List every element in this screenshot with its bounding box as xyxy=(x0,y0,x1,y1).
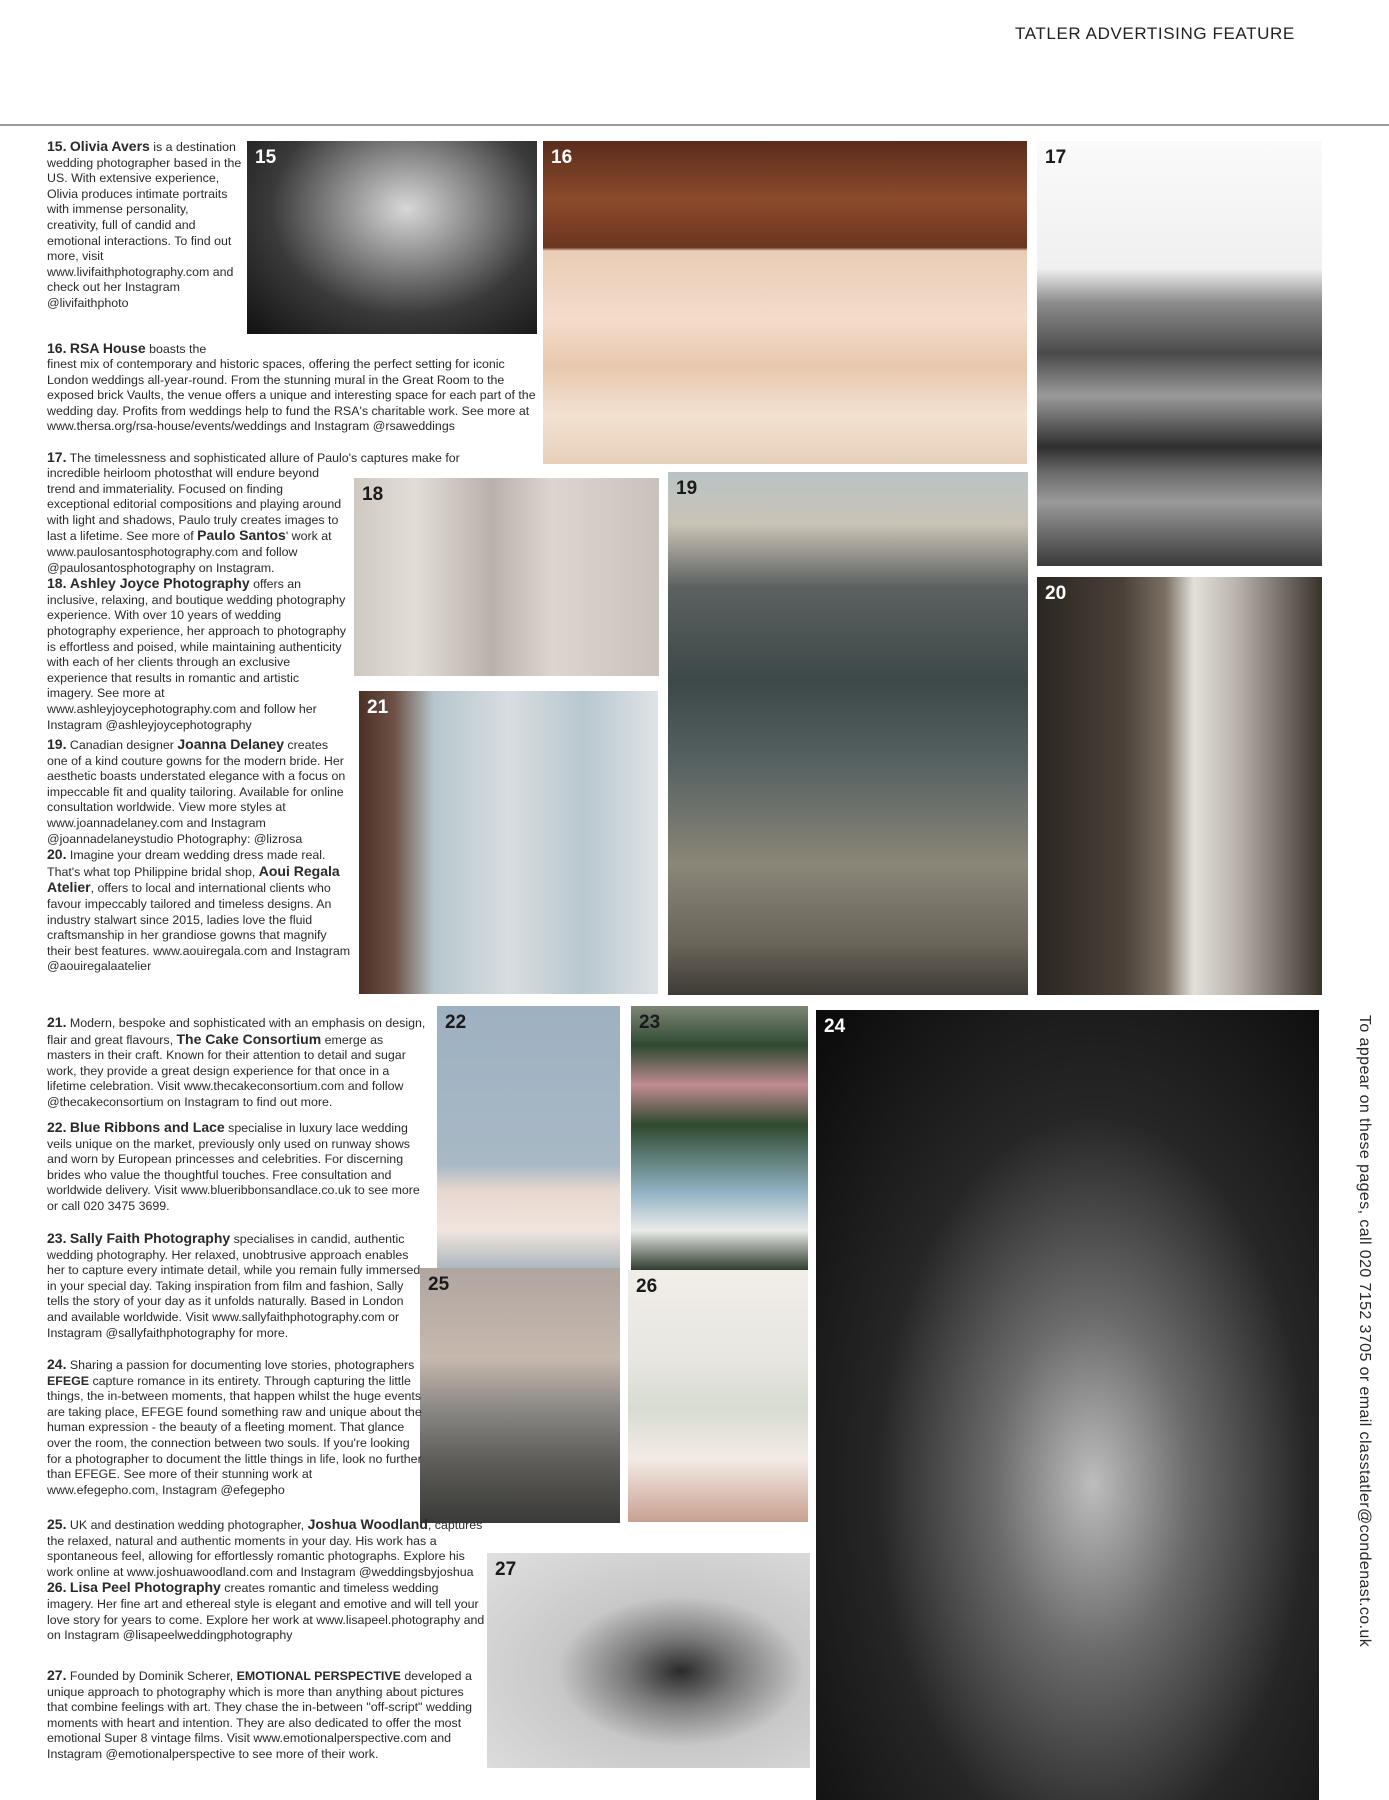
entry-number: 22. xyxy=(47,1119,67,1135)
entry-body: incredible heirloom photosthat will endure beyond trend and immateriality. Focused on finding exceptional editorial compositions and playing around with light and shadows, Paulo truly creates images to last a lifetime. See more of xyxy=(47,466,342,544)
entry-number: 19. xyxy=(47,736,67,752)
entry-body: is a destination wedding photographer based in the US. With extensive experience, Olivia produces intimate portraits with immense personality, creativity, full of candid and emotional interactions. To find out more, visit www.livifaithphotography.com and check out her Instagram @livifaithphoto xyxy=(47,140,242,310)
photo-number: 23 xyxy=(639,1012,661,1033)
entry-name: Paulo Santos xyxy=(197,527,286,544)
entry-22 xyxy=(47,1120,427,1215)
entry-number: 26. xyxy=(47,1579,67,1596)
entry-name: Lisa Peel Photography xyxy=(69,1579,221,1596)
photo-number: 15 xyxy=(255,147,277,168)
entry-25-26 xyxy=(47,1517,487,1644)
entry-number: 17. xyxy=(47,449,67,465)
entry-name: Olivia Avers xyxy=(69,138,150,154)
photo-25 xyxy=(420,1268,620,1523)
entry-name: EMOTIONAL PERSPECTIVE xyxy=(236,1669,401,1683)
entry-lead: Modern, bespoke and sophisticated with an emphasis on design, flair and great flavours, xyxy=(47,1016,426,1047)
entry-lead: Sharing a passion for documenting love stories, photographers xyxy=(66,1358,415,1372)
entry-number: 16. xyxy=(47,340,67,356)
entry-lead: Canadian designer xyxy=(66,738,178,752)
photo-21 xyxy=(359,691,658,994)
entry-name: Joanna Delaney xyxy=(177,736,284,752)
entry-name: Aoui Regala Atelier xyxy=(47,862,340,896)
entry-21 xyxy=(47,1015,427,1111)
photo-number: 21 xyxy=(367,697,389,718)
photo-24 xyxy=(816,1010,1319,1800)
photo-number: 19 xyxy=(676,478,698,499)
entry-19-20 xyxy=(47,737,352,975)
photo-number: 22 xyxy=(445,1012,467,1033)
header-divider xyxy=(0,124,1389,126)
entry-name: Joshua Woodland xyxy=(307,1516,428,1532)
photo-number: 20 xyxy=(1045,583,1067,604)
entry-body: finest mix of contemporary and historic spaces, offering the perfect setting for iconic London weddings all-year-round. From the stunning mural in the Great Room to the exposed brick Vaults, the venue offers a unique and interesting space for each part of the wedding day. Profits from weddings help to fund the RSA's charitable work. See more at www.thersa.org/rsa-house/events/weddings and Instagram @rsaweddings xyxy=(47,357,536,434)
entry-number: 27. xyxy=(47,1667,67,1683)
entry-number: 21. xyxy=(47,1014,67,1030)
entry-number: 18. xyxy=(47,575,67,592)
feature-header-title: TATLER ADVERTISING FEATURE xyxy=(1015,24,1295,43)
entry-lead: UK and destination wedding photographer, xyxy=(66,1518,308,1532)
advertising-contact-note: To appear on these pages, call 020 7152 3705 or email classtatler@condenast.co.uk xyxy=(1356,1015,1373,1648)
photo-number: 25 xyxy=(428,1274,450,1295)
entry-name: Sally Faith Photography xyxy=(69,1230,231,1246)
entry-number: 23. xyxy=(47,1230,67,1246)
photo-27 xyxy=(487,1553,810,1768)
entry-name: EFEGE xyxy=(47,1373,89,1388)
photo-16 xyxy=(543,141,1027,464)
photo-19 xyxy=(668,472,1028,995)
entry-16-body xyxy=(47,357,537,435)
entry-name: The Cake Consortium xyxy=(176,1030,322,1047)
photo-15 xyxy=(247,141,537,334)
entry-body: specialise in luxury lace wedding veils unique on the market, previously only used on runway shows and worn by European princesses and celebrities. For discerning brides who value the thoughtful touches. Free consultation and worldwide delivery. Visit www.blueribbonsandlace.co.uk to see more or call 020 3475 3699. xyxy=(47,1121,420,1213)
entry-body: specialises in candid, authentic wedding photography. Her relaxed, unobtrusive approach enables her to capture every intimate detail, while you remain fully immersed in your special day. Taking inspiration from film and fashion, Sally tells the story of your day as it unfolds naturally. Based in London and available worldwide. Visit www.sallyfaithphotography.com or Instagram @sallyfaithphotography for more. xyxy=(47,1232,421,1340)
entry-15 xyxy=(47,139,242,312)
entry-name: Ashley Joyce Photography xyxy=(69,575,250,592)
entry-number: 25. xyxy=(47,1516,67,1532)
entry-body: creates romantic and timeless wedding imagery. Her fine art and ethereal style is elegant and emotive and will tell your love story for years to come. Explore her work at www.lisapeel.photography and on Instagram @lisapeelweddingphotography xyxy=(47,1581,485,1643)
entry-27 xyxy=(47,1668,487,1763)
photo-26 xyxy=(628,1270,808,1522)
entry-body: , offers to local and international clients who favour impeccably tailored and timeless designs. An industry stalwart since 2015, ladies love the fluid craftsmanship in her grandiose gowns that magnify their best features. www.aouiregala.com and Instagram @aouiregalaatelier xyxy=(47,881,351,974)
photo-17 xyxy=(1037,141,1322,566)
entry-16-lead xyxy=(47,341,527,358)
photo-number: 24 xyxy=(824,1016,846,1037)
entry-24 xyxy=(47,1357,422,1498)
photo-23 xyxy=(631,1006,808,1270)
entry-body: capture romance in its entirety. Through capturing the little things, the in-between moments, that happen whilst the huge events are taking place, EFEGE found something raw and unique about the human expression - the beauty of a fleeting moment. That glance over the room, the connection between two souls. If you're looking for a photographer to document the little things in life, look no further than EFEGE. See more of their stunning work at www.efegepho.com, Instagram @efegepho xyxy=(47,1373,422,1497)
photo-20 xyxy=(1037,577,1322,995)
entry-17-lead xyxy=(47,450,537,467)
photo-number: 17 xyxy=(1045,147,1067,168)
entry-lead: The timelessness and sophisticated allure of Paulo's captures make for xyxy=(66,451,460,465)
entry-body: ' work at www.paulosantosphotography.com and follow @paulosantosphotography on Instagram. xyxy=(47,529,332,575)
entry-lead: Founded by Dominik Scherer, xyxy=(66,1669,237,1683)
entry-17-18-body xyxy=(47,466,347,733)
photo-number: 26 xyxy=(636,1276,658,1297)
entry-name: RSA House xyxy=(69,340,146,356)
photo-22 xyxy=(437,1006,620,1270)
entry-body: emerge as masters in their craft. Known for their attention to detail and sugar work, they provide a great design experience for that once in a lifetime celebration. Visit www.thecakeconsortium.com and follow @thecakeconsortium on Instagram to find out more. xyxy=(47,1032,406,1109)
photo-number: 16 xyxy=(551,147,573,168)
photo-number: 18 xyxy=(362,484,384,505)
entry-23 xyxy=(47,1231,422,1341)
entry-number: 24. xyxy=(47,1356,67,1372)
entry-number: 15. xyxy=(47,138,67,154)
entry-number: 20. xyxy=(47,846,67,863)
entry-lead: boasts the xyxy=(145,342,207,356)
photo-18 xyxy=(354,478,659,676)
entry-lead: Imagine your dream wedding dress made real. That's what top Philippine bridal shop, xyxy=(47,848,326,879)
photo-number: 27 xyxy=(495,1559,517,1580)
entry-body: developed a unique approach to photography which is more than anything about pictures that combine feelings with art. They chase the in-between "off-script" wedding moments with heart and intention. They are also dedicated to offer the most emotional Super 8 vintage films. Visit www.emotionalperspective.com and Instagram @emotionalperspective to see more of their work. xyxy=(47,1669,473,1761)
entry-name: Blue Ribbons and Lace xyxy=(69,1119,225,1135)
entry-body: , captures the relaxed, natural and authentic moments in your day. His work has a spontaneous feel, allowing for effortlessly romantic photographs. Explore his work online at www.joshuawoodland.com and Instagram @weddingsbyjoshua xyxy=(47,1518,483,1579)
entry-body: creates one of a kind couture gowns for the modern bride. Her aesthetic boasts understated elegance with a focus on impeccable fit and quality tailoring. Available for online consultation worldwide. View more styles at www.joannadelaney.com and Instagram @joannadelaneystudio Photography: @lizrosa xyxy=(47,738,346,846)
entry-body: offers an inclusive, relaxing, and boutique wedding photography experience. With over 10 years of wedding photography experience, her approach to photography is effortless and poised, while maintaining authenticity with each of her clients through an exclusive experience that results in romantic and artistic imagery. See more at www.ashleyjoycephotography.com and follow her Instagram @ashleyjoycephotography xyxy=(47,577,346,732)
